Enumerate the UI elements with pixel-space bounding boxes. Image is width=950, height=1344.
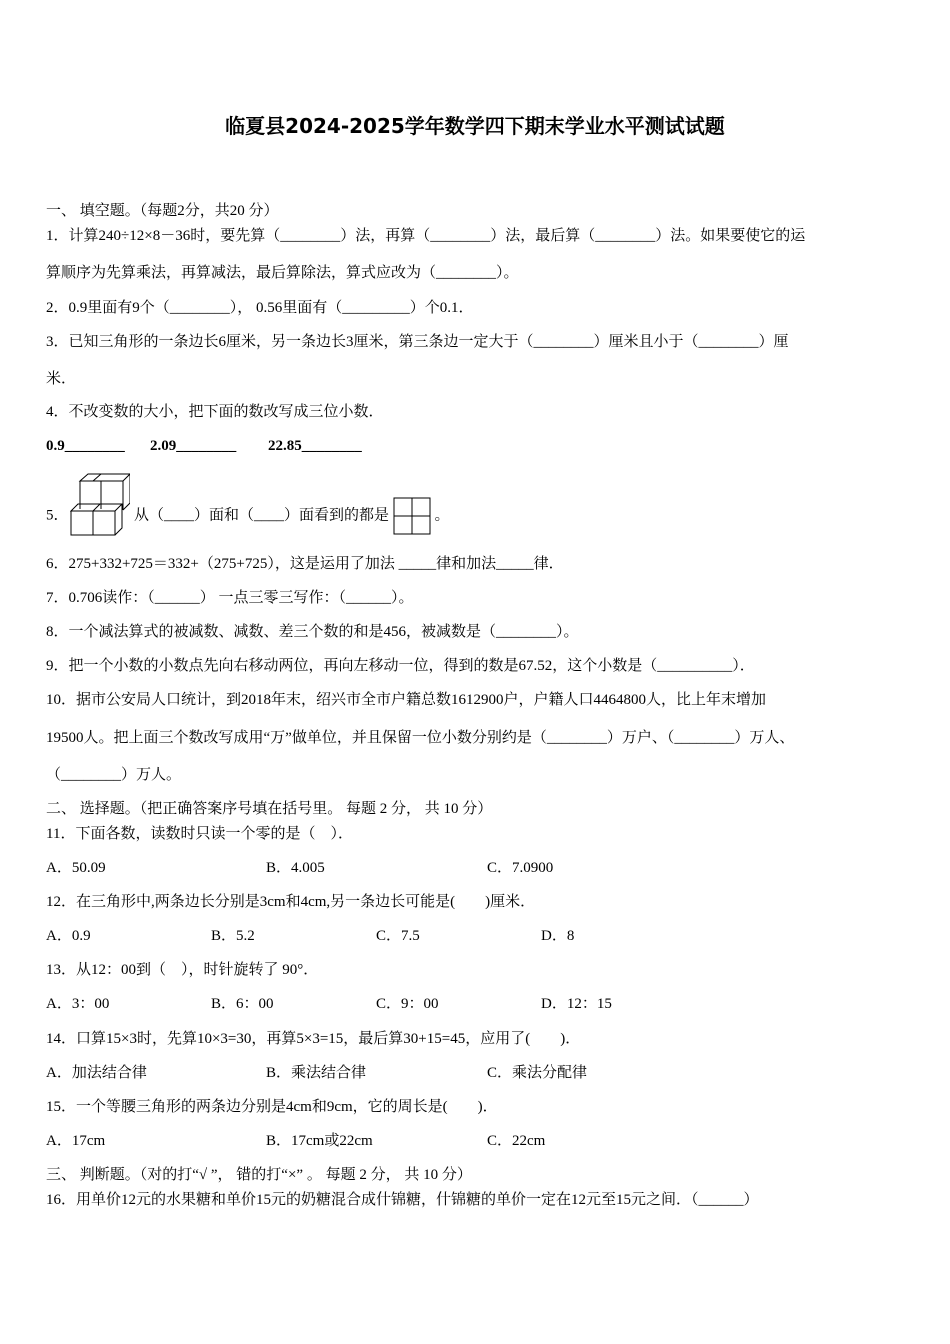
question-10: 10．据市公安局人口统计，到2018年末，绍兴市全市户籍总数1612900户，户籍人口4464800人，比上年末增加 bbox=[46, 692, 767, 708]
option-c: C．22cm bbox=[487, 1133, 546, 1149]
option-c: C．乘法分配律 bbox=[487, 1065, 588, 1081]
q5-end: 。 bbox=[434, 507, 450, 524]
option-b: B．17cm或22cm bbox=[266, 1133, 373, 1149]
option-a: A．50.09 bbox=[46, 860, 106, 876]
option-c: C．7.0900 bbox=[487, 860, 554, 876]
question-7: 7．0.706读作：（______） 一点三零三写作：（______）。 bbox=[46, 590, 414, 606]
question-12: 12．在三角形中,两条边长分别是3cm和4cm,另一条边长可能是( )厘米． bbox=[46, 894, 536, 910]
option-a: A．加法结合律 bbox=[46, 1065, 147, 1081]
question-4: 4．不改变数的大小，把下面的数改写成三位小数． bbox=[46, 404, 384, 420]
question-13: 13．从12：00到（ ），时针旋转了 90°． bbox=[46, 962, 319, 978]
option-a: A．0.9 bbox=[46, 928, 91, 944]
q4-item: 22.85________ bbox=[268, 438, 362, 454]
question-16: 16．用单价12元的水果糖和单价15元的奶糖混合成什锦糖，什锦糖的单价一定在12元至15元之间．（______） bbox=[46, 1192, 759, 1208]
option-c: C．7.5 bbox=[376, 928, 420, 944]
option-b: B．6：00 bbox=[211, 996, 274, 1012]
option-b: B．4.005 bbox=[266, 860, 325, 876]
q4-item: 2.09________ bbox=[150, 438, 237, 454]
question-10-cont: 19500人。把上面三个数改写成用“万”做单位，并且保留一位小数分别约是（________）万户、（________）万人、 bbox=[46, 730, 795, 746]
option-b: B．乘法结合律 bbox=[266, 1065, 367, 1081]
option-a: A．17cm bbox=[46, 1133, 106, 1149]
question-10-cont: （________）万人。 bbox=[46, 767, 182, 783]
section-2-heading: 二、 选择题。（把正确答案序号填在括号里。 每题 2 分， 共 10 分） bbox=[46, 801, 493, 817]
question-2: 2．0.9里面有9个（________）， 0.56里面有（_________）个0.1． bbox=[46, 300, 474, 316]
cube-stack-figure bbox=[70, 473, 130, 537]
question-14: 14．口算15×3时，先算10×3=30，再算5×3=15，最后算30+15=45，应用了( )． bbox=[46, 1031, 581, 1047]
q4-item: 0.9________ bbox=[46, 438, 125, 454]
q5-text: 从（____）面和（____）面看到的都是 bbox=[134, 507, 390, 524]
option-b: B．5.2 bbox=[211, 928, 255, 944]
question-3: 3．已知三角形的一条边长6厘米，另一条边长3厘米，第三条边一定大于（________）厘米且小于（________）厘 bbox=[46, 334, 789, 350]
page-title: 临夏县2024-2025学年数学四下期末学业水平测试试题 bbox=[225, 114, 725, 138]
question-3-cont: 米． bbox=[46, 371, 77, 387]
section-3-heading: 三、 判断题。（对的打“√ ”， 错的打“×” 。 每题 2 分， 共 10 分） bbox=[46, 1167, 472, 1183]
option-a: A．3：00 bbox=[46, 996, 110, 1012]
q5-number: 5． bbox=[46, 507, 69, 524]
question-15: 15．一个等腰三角形的两条边分别是4cm和9cm，它的周长是( )． bbox=[46, 1099, 498, 1115]
option-d: D．12：15 bbox=[541, 996, 612, 1012]
question-8: 8．一个减法算式的被减数、减数、差三个数的和是456，被减数是（________）。 bbox=[46, 624, 579, 640]
square-grid-figure bbox=[393, 497, 431, 535]
section-1-heading: 一、 填空题。（每题2分，共20 分） bbox=[46, 203, 279, 219]
question-5 bbox=[46, 495, 450, 537]
question-11: 11．下面各数，读数时只读一个零的是（ ）． bbox=[46, 826, 353, 842]
question-1: 1．计算240÷12×8－36时，要先算（________）法，再算（________）法，最后算（________）法。如果要使它的运 bbox=[46, 228, 806, 244]
question-6: 6．275+332+725＝332+（275+725），这是运用了加法 _____律和加法_____律． bbox=[46, 556, 564, 572]
option-d: D．8 bbox=[541, 928, 575, 944]
question-1-cont: 算顺序为先算乘法，再算减法，最后算除法，算式应改为（________）。 bbox=[46, 265, 519, 281]
question-9: 9．把一个小数的小数点先向右移动两位，再向左移动一位，得到的数是67.52，这个小数是（__________）． bbox=[46, 658, 755, 674]
option-c: C．9：00 bbox=[376, 996, 439, 1012]
